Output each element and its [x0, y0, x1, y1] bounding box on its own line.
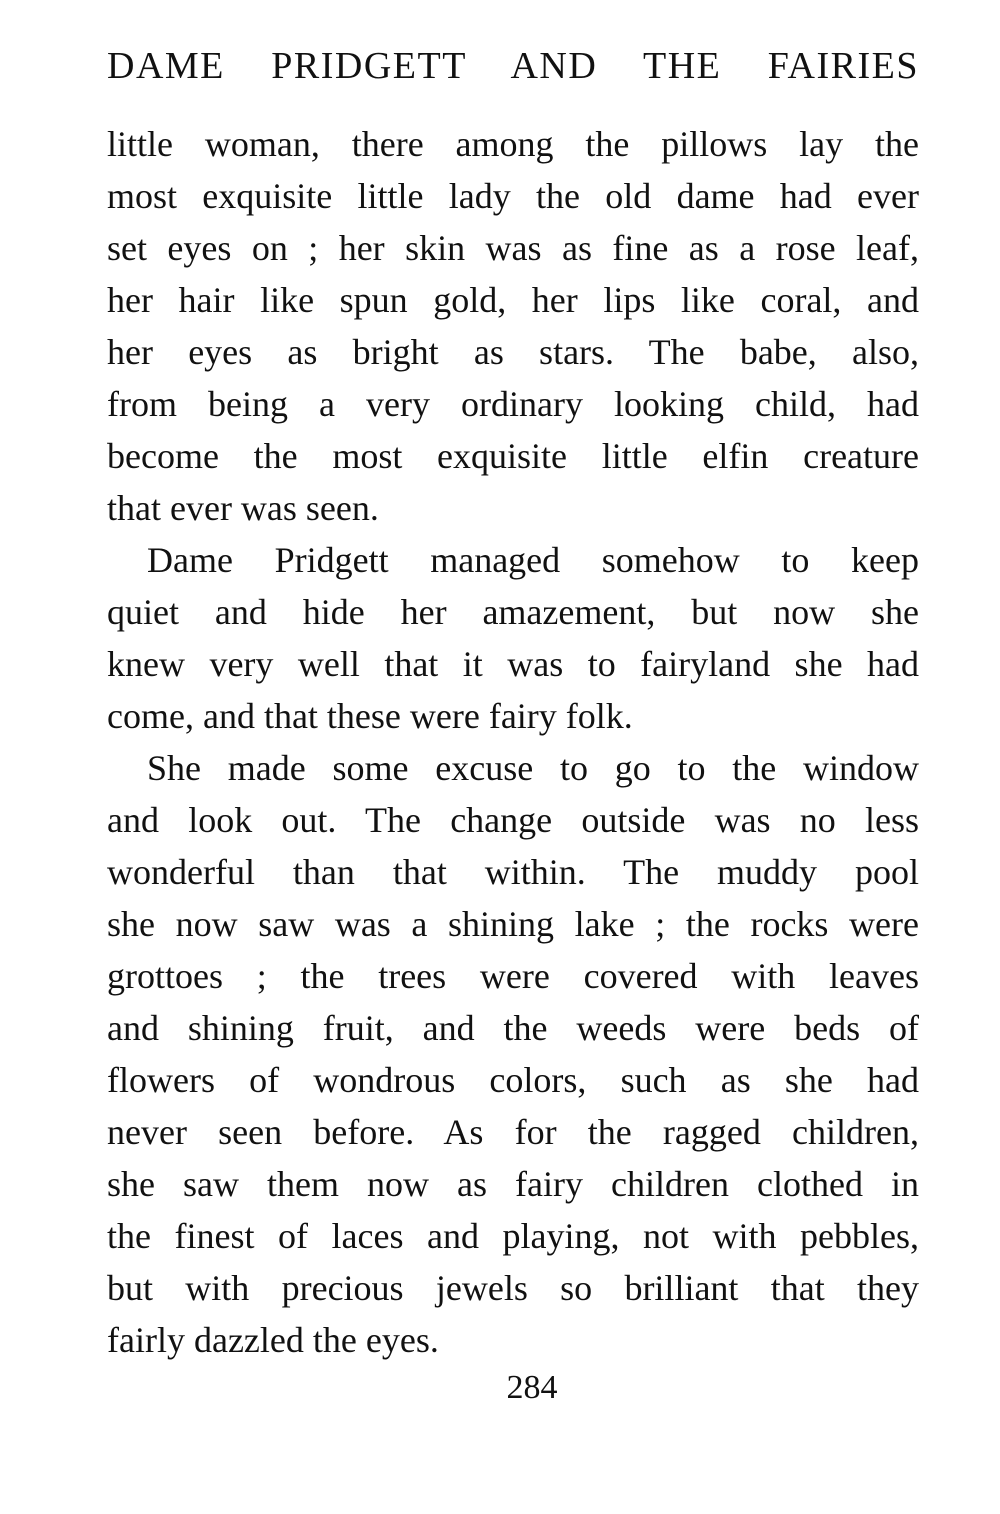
text-line: her eyes as bright as stars. The babe, also, — [107, 332, 919, 372]
text-line: Dame Pridgett managed somehow to keep — [147, 540, 919, 580]
body-text — [107, 118, 919, 1366]
text-line: most exquisite little lady the old dame had ever — [107, 176, 919, 216]
text-line: she saw them now as fairy children clothed in — [107, 1164, 919, 1204]
text-line: grottoes ; the trees were covered with leaves — [107, 956, 919, 996]
text-line: come, and that these were fairy folk. — [107, 696, 633, 736]
text-line: wonderful than that within. The muddy pool — [107, 852, 919, 892]
text-line: that ever was seen. — [107, 488, 379, 528]
text-line: and look out. The change outside was no less — [107, 800, 919, 840]
text-line: fairly dazzled the eyes. — [107, 1320, 439, 1360]
text-line: she now saw was a shining lake ; the rocks were — [107, 904, 919, 944]
text-line: from being a very ordinary looking child, had — [107, 384, 919, 424]
text-line: and shining fruit, and the weeds were beds of — [107, 1008, 919, 1048]
paragraph-1 — [107, 118, 919, 534]
text-line: set eyes on ; her skin was as fine as a rose leaf, — [107, 228, 919, 268]
text-line: quiet and hide her amazement, but now she — [107, 592, 919, 632]
text-line: become the most exquisite little elfin creature — [107, 436, 919, 476]
page-number: 284 — [506, 1369, 558, 1406]
running-head: DAME PRIDGETT AND THE FAIRIES — [107, 45, 919, 87]
text-line: never seen before. As for the ragged children, — [107, 1112, 919, 1152]
text-line: flowers of wondrous colors, such as she had — [107, 1060, 919, 1100]
paragraph-2 — [107, 534, 919, 742]
text-line: She made some excuse to go to the window — [147, 748, 919, 788]
text-line: the finest of laces and playing, not with pebbles, — [107, 1216, 919, 1256]
paragraph-3 — [107, 742, 919, 1366]
text-line: but with precious jewels so brilliant that they — [107, 1268, 919, 1308]
text-line: little woman, there among the pillows lay the — [107, 124, 919, 164]
text-line: her hair like spun gold, her lips like coral, and — [107, 280, 919, 320]
text-line: knew very well that it was to fairyland she had — [107, 644, 919, 684]
